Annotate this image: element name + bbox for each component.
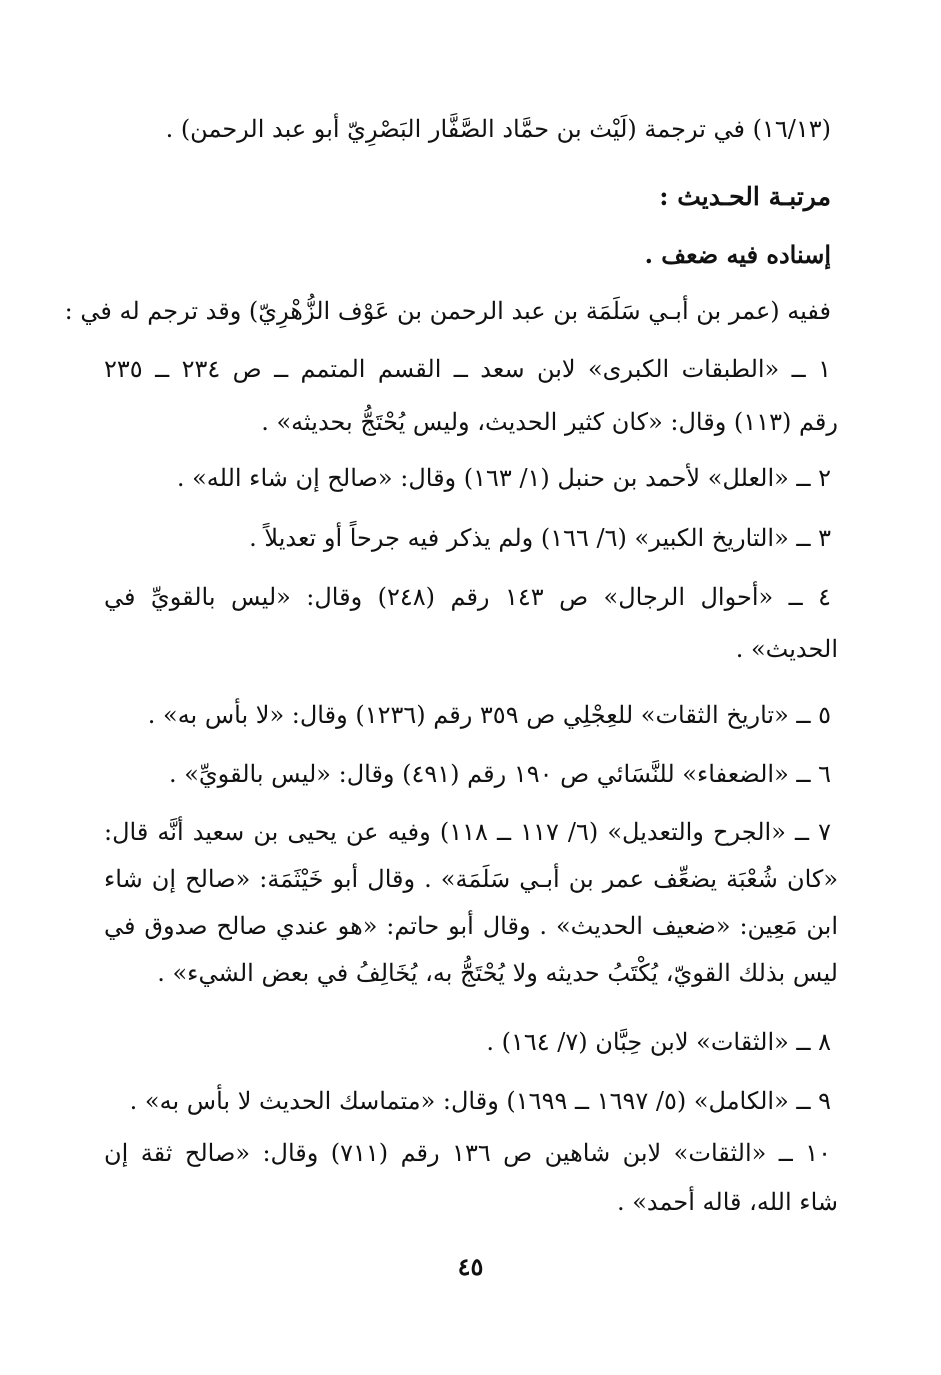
text-line-9: ٤ ــ «أحوال الرجال» ص ١٤٣ رقم (٢٤٨) وقال: «ليس بالقويِّ في: [104, 583, 831, 611]
text-line-7: ٢ ــ «العلل» لأحمد بن حنبل (١/ ١٦٣) وقال: «صالح إن شاء الله» .: [176, 464, 831, 492]
text-line-19: ١٠ ــ «الثقات» لابن شاهين ص ١٣٦ رقم (٧١١) وقال: «صالح ثقة إن: [104, 1139, 831, 1167]
text-line-10: الحديث» .: [735, 635, 838, 663]
text-line-16: ليس بذلك القويّ، يُكْتَبُ حديثه ولا يُحْتَجُّ به، يُخَالِفُ في بعض الشيء» .: [157, 959, 838, 987]
text-line-6: رقم (١١٣) وقال: «كان كثير الحديث، وليس يُحْتَجُّ بحديثه» .: [261, 408, 838, 436]
text-line-1: (١٦/١٣) في ترجمة (لَيْث بن حمَّاد الصَّفَّار البَصْرِيّ أبو عبد الرحمن) .: [165, 115, 831, 143]
text-line-18: ٩ ــ «الكامل» (٥/ ١٦٩٧ ــ ١٦٩٩) وقال: «متماسك الحديث لا بأس به» .: [129, 1087, 831, 1115]
text-line-11: ٥ ــ «تاريخ الثقات» للعِجْلِي ص ٣٥٩ رقم (١٢٣٦) وقال: «لا بأس به» .: [147, 701, 831, 729]
text-line-13: ٧ ــ «الجرح والتعديل» (٦/ ١١٧ ــ ١١٨) وفيه عن يحيى بن سعيد أنَّه قال:: [104, 818, 831, 846]
text-line-5: ١ ــ «الطبقات الكبرى» لابن سعد ــ القسم المتمم ــ ص ٢٣٤ ــ ٢٣٥: [104, 355, 831, 383]
text-line-14: «كان شُعْبَة يضعِّف عمر بن أبـي سَلَمَة» . وقال أبو خَيْثَمَة: «صالح إن شاء: [104, 865, 838, 893]
text-line-17: ٨ ــ «الثقات» لابن حِبَّان (٧/ ١٦٤) .: [486, 1028, 831, 1056]
text-line-20: شاء الله، قاله أحمد» .: [616, 1188, 838, 1216]
text-line-15: ابن مَعِين: «ضعيف الحديث» . وقال أبو حاتم: «هو عندي صالح صدوق في: [104, 912, 838, 940]
text-line-12: ٦ ــ «الضعفاء» للنَّسَائي ص ١٩٠ رقم (٤٩١) وقال: «ليس بالقويِّ» .: [168, 760, 831, 788]
section-heading: مرتبـة الحـديث :: [659, 182, 831, 211]
text-line-4: ففيه (عمر بن أبـي سَلَمَة بن عبد الرحمن بن عَوْف الزُّهْرِيّ) وقد ترجم له في :: [64, 297, 831, 325]
page-number: ٤٥: [457, 1252, 484, 1281]
text-line-8: ٣ ــ «التاريخ الكبير» (٦/ ١٦٦) ولم يذكر فيه جرحاً أو تعديلاً .: [249, 524, 831, 552]
text-line-3: إسناده فيه ضعف .: [644, 240, 831, 269]
